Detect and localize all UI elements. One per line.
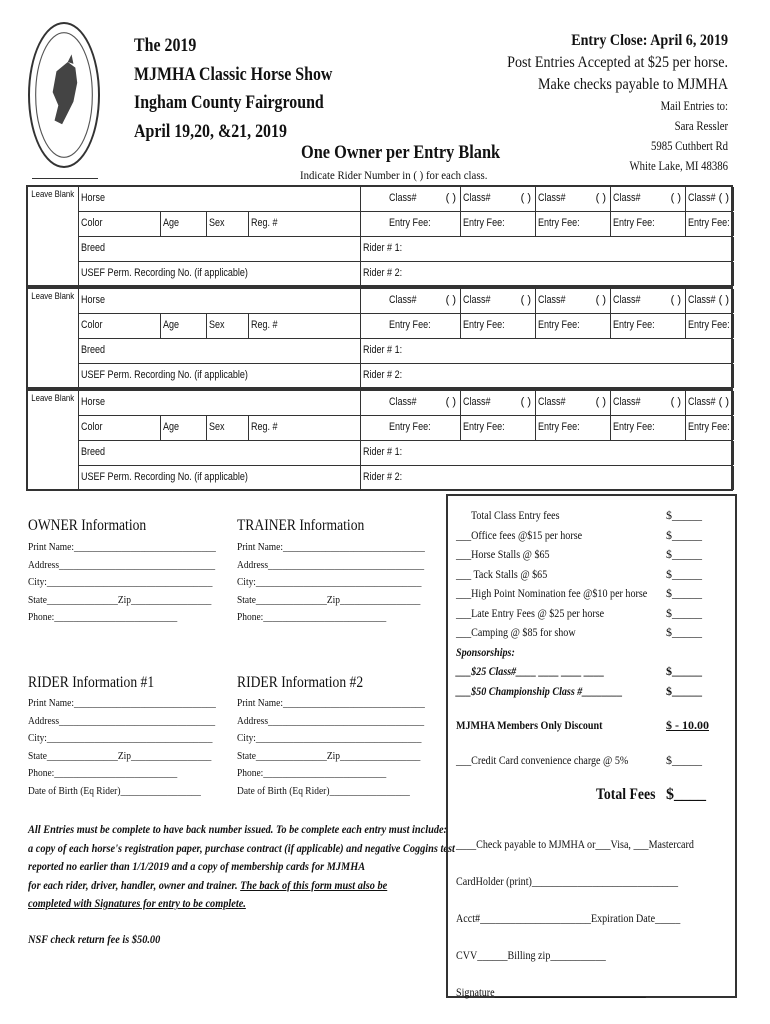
reg-field-label: Reg. # [251, 319, 278, 331]
sex-field-label: Sex [209, 217, 225, 229]
class-label: Class# [538, 294, 566, 306]
back-form-note: The back of this form must also be [240, 877, 388, 892]
signature-note: completed with Signatures for entry to be complete. [28, 896, 246, 910]
class-field[interactable] [686, 289, 734, 313]
rider2-fields[interactable] [237, 695, 425, 800]
rider2-heading: RIDER Information #2 [237, 674, 364, 691]
rider1-line[interactable]: Print Name:______________________________ [28, 697, 216, 709]
amount-field[interactable]: $_____ [666, 586, 702, 600]
age-field-label: Age [163, 217, 180, 229]
class-field[interactable] [611, 187, 686, 211]
leave-blank: Leave Blank [31, 291, 75, 302]
fee-item[interactable]: ___High Point Nomination fee @$10 per horse [456, 586, 648, 600]
horse-field[interactable] [79, 391, 361, 415]
note-line: All Entries must be complete to have back number issued. To be complete each entry must include: [28, 822, 448, 836]
trainer-line[interactable]: City:___________________________________ [237, 576, 422, 588]
age-field-label: Age [163, 421, 180, 433]
class-field[interactable] [686, 187, 734, 211]
title-line: April 19,20, &21, 2019 [134, 121, 287, 142]
rider2-field[interactable] [361, 466, 734, 490]
horse-row [78, 289, 733, 314]
class-label: Class# [688, 192, 716, 204]
entry-fee-field-label: Entry Fee: [389, 217, 431, 229]
rider2-line[interactable]: Date of Birth (Eq Rider)_________________ [237, 784, 410, 797]
credit-card-charge[interactable]: ___Credit Card convenience charge @ 5% [456, 752, 629, 767]
color-field[interactable] [79, 416, 161, 440]
class-field[interactable] [536, 391, 611, 415]
fee-item[interactable]: ___Horse Stalls @ $65 [456, 547, 550, 561]
color-field-label: Color [81, 319, 103, 331]
rider-number-paren: ( ) [718, 192, 729, 204]
entry-fee-field-label: Entry Fee: [463, 421, 505, 433]
class-field[interactable] [461, 391, 536, 415]
class-field[interactable] [611, 289, 686, 313]
class-field[interactable] [387, 289, 461, 313]
entry-fee-field-label: Entry Fee: [538, 421, 580, 433]
rider2-field-label: Rider # 2: [363, 471, 403, 483]
class-label: Class# [463, 294, 491, 306]
class-field[interactable] [387, 187, 461, 211]
entry-info [477, 30, 728, 176]
entry-fee-field-label: Entry Fee: [613, 217, 655, 229]
horse-field-label: Horse [81, 294, 106, 306]
usef-row [78, 261, 733, 286]
rider1-field[interactable] [361, 237, 734, 261]
form-subtitle: One Owner per Entry Blank [301, 142, 501, 163]
class-field[interactable] [461, 187, 536, 211]
rider1-line[interactable]: City:___________________________________ [28, 732, 213, 744]
entry-fee-field[interactable] [611, 212, 686, 236]
rider-number-paren: ( ) [595, 396, 606, 408]
color-row [78, 211, 733, 236]
class-field[interactable] [536, 187, 611, 211]
amount-field[interactable]: $_____ [666, 752, 702, 767]
entry-requirements [28, 820, 455, 913]
rider2-field[interactable] [361, 364, 734, 388]
entry-fee-field-label: Entry Fee: [613, 421, 655, 433]
class-label: Class# [688, 294, 716, 306]
breed-field[interactable] [79, 339, 361, 363]
owner-line[interactable]: State_______________Zip_________________ [28, 593, 212, 606]
entry-fee-field[interactable] [536, 416, 611, 440]
age-field[interactable] [161, 416, 207, 440]
entry-fee-field-label: Entry Fee: [538, 319, 580, 331]
sex-field-label: Sex [209, 319, 225, 331]
leave-blank: Leave Blank [31, 189, 75, 200]
usef-field[interactable] [79, 466, 361, 490]
amount-field[interactable]: $_____ [666, 508, 702, 522]
note-line [28, 876, 455, 895]
reg-field-label: Reg. # [251, 421, 278, 433]
payment-fields [456, 826, 694, 1011]
sponsor-50-field[interactable]: ___$50 Championship Class #________ [456, 683, 623, 698]
fee-item[interactable]: ___ Tack Stalls @ $65 [456, 566, 548, 581]
account-field[interactable]: Acct#______________________Expiration Date_____ [456, 911, 681, 925]
class-label: Class# [463, 396, 491, 408]
class-label: Class# [389, 396, 417, 408]
sex-field-label: Sex [209, 421, 225, 433]
reg-field[interactable] [249, 314, 361, 338]
usef-row [78, 363, 733, 388]
trainer-line[interactable]: Address_________________________________ [237, 558, 425, 571]
rider-number-paren: ( ) [718, 294, 729, 306]
mail-line: White Lake, MI 48386 [629, 159, 728, 173]
owner-line[interactable]: Print Name:______________________________ [28, 541, 216, 553]
rider1-line[interactable]: Date of Birth (Eq Rider)_________________ [28, 784, 201, 797]
rider-number-paren: ( ) [445, 294, 456, 306]
rider1-field-label: Rider # 1: [363, 242, 403, 254]
entry-fee-field[interactable] [461, 212, 536, 236]
rider2-line[interactable]: Phone:__________________________ [237, 767, 387, 779]
rider1-field[interactable] [361, 339, 734, 363]
class-label: Class# [613, 192, 641, 204]
rider-number-paren: ( ) [520, 294, 531, 306]
amount-field[interactable]: $_____ [666, 664, 702, 678]
reg-field[interactable] [249, 416, 361, 440]
age-field[interactable] [161, 212, 207, 236]
breed-field[interactable] [79, 441, 361, 465]
owner-line[interactable]: Address_________________________________ [28, 558, 216, 571]
rider2-line[interactable]: Print Name:______________________________ [237, 697, 425, 709]
rider1-line[interactable]: Phone:__________________________ [28, 767, 178, 779]
color-field-label: Color [81, 421, 103, 433]
note-line: a copy of each horse's registration paper, purchase contract (if applicable) and negative Coggins test [28, 840, 455, 855]
breed-row [78, 236, 733, 261]
class-field[interactable] [461, 289, 536, 313]
entry-fee-field[interactable] [686, 416, 734, 440]
total-fees-label: Total Fees [596, 786, 656, 803]
cardholder-field[interactable]: CardHolder (print)_____________________________ [456, 874, 679, 888]
rider-number-paren: ( ) [445, 192, 456, 204]
horse-field[interactable] [79, 187, 361, 211]
color-field[interactable] [79, 314, 161, 338]
breed-row [78, 440, 733, 465]
rider1-field-label: Rider # 1: [363, 446, 403, 458]
amount-field[interactable]: $_____ [666, 605, 702, 620]
entry-fee-field-label: Entry Fee: [389, 319, 431, 331]
age-field[interactable] [161, 314, 207, 338]
rider2-line[interactable]: State_______________Zip_________________ [237, 749, 421, 762]
entry-fee-field[interactable] [387, 314, 461, 338]
entry-fee-field[interactable] [387, 416, 461, 440]
breed-row [78, 338, 733, 363]
usef-field[interactable] [79, 364, 361, 388]
class-field[interactable] [536, 289, 611, 313]
sponsorships-label: Sponsorships: [456, 644, 515, 659]
breed-field-label: Breed [81, 446, 106, 458]
title-line: Ingham County Fairground [134, 93, 324, 113]
class-label: Class# [463, 192, 491, 204]
total-fees-amount[interactable]: $____ [666, 786, 706, 803]
note-line: reported no earlier than 1/1/2019 and a copy of membership cards for MJMHA [28, 859, 366, 873]
entry-fee-field-label: Entry Fee: [688, 217, 730, 229]
logo-underline [32, 178, 98, 179]
note-text: for each rider, driver, handler, owner and trainer. [28, 877, 241, 892]
class-label: Class# [389, 192, 417, 204]
usef-field[interactable] [79, 262, 361, 286]
class-label: Class# [688, 396, 716, 408]
amount-field[interactable]: $_____ [666, 547, 702, 561]
trainer-line[interactable]: Phone:__________________________ [237, 611, 387, 623]
class-field[interactable] [611, 391, 686, 415]
breed-field[interactable] [79, 237, 361, 261]
entry-fee-field[interactable] [611, 416, 686, 440]
entry-fee-field-label: Entry Fee: [389, 421, 431, 433]
age-field-label: Age [163, 319, 180, 331]
rider1-fields[interactable] [28, 695, 216, 800]
fee-item[interactable]: ___Office fees @$15 per horse [456, 527, 583, 542]
fee-item[interactable]: ___Camping @ $85 for show [456, 625, 576, 639]
discount-amount: $ - 10.00 [666, 718, 709, 732]
nsf-fee-note: NSF check return fee is $50.00 [28, 932, 161, 946]
owner-line[interactable]: Phone:__________________________ [28, 611, 178, 623]
rider2-field-label: Rider # 2: [363, 267, 403, 279]
show-title [134, 32, 332, 146]
fee-amounts [666, 506, 709, 770]
color-row [78, 313, 733, 338]
rider1-field[interactable] [361, 441, 734, 465]
rider1-heading: RIDER Information #1 [28, 674, 155, 691]
entry-fee-field[interactable] [536, 212, 611, 236]
owner-fields[interactable] [28, 539, 216, 627]
trainer-line[interactable]: Print Name:______________________________ [237, 541, 425, 553]
entry-close: Entry Close: April 6, 2019 [571, 32, 728, 49]
reg-field[interactable] [249, 212, 361, 236]
owner-line[interactable]: City:___________________________________ [28, 576, 213, 588]
fee-item[interactable]: ___Late Entry Fees @ $25 per horse [456, 605, 605, 620]
color-row [78, 415, 733, 440]
entry-fee-field[interactable] [611, 314, 686, 338]
cvv-field[interactable]: CVV______Billing zip___________ [456, 948, 606, 962]
title-line: MJMHA Classic Horse Show [134, 64, 333, 85]
horse-entry-block [26, 185, 733, 287]
amount-field[interactable]: $_____ [666, 566, 702, 581]
rider-number-paren: ( ) [670, 294, 681, 306]
trainer-line[interactable]: State_______________Zip_________________ [237, 593, 421, 606]
rider2-field[interactable] [361, 262, 734, 286]
mail-line: 5985 Cuthbert Rd [650, 139, 728, 153]
sex-field[interactable] [207, 416, 249, 440]
class-label: Class# [613, 396, 641, 408]
rider-number-instruction: Indicate Rider Number in ( ) for each class. [300, 168, 488, 182]
usef-field-label: USEF Perm. Recording No. (if applicable) [81, 267, 248, 279]
mjmha-logo [28, 22, 100, 168]
usef-field-label: USEF Perm. Recording No. (if applicable) [81, 471, 248, 483]
entry-fee-field-label: Entry Fee: [613, 319, 655, 331]
horse-entry-block [26, 389, 733, 491]
entry-fee-field[interactable] [387, 212, 461, 236]
usef-row [78, 465, 733, 490]
rider-number-paren: ( ) [718, 396, 729, 408]
reg-field-label: Reg. # [251, 217, 278, 229]
rider2-line[interactable]: City:___________________________________ [237, 732, 422, 744]
class-label: Class# [389, 294, 417, 306]
fees-box [446, 494, 737, 998]
leave-blank: Leave Blank [31, 393, 75, 404]
color-field[interactable] [79, 212, 161, 236]
trainer-heading: TRAINER Information [237, 517, 365, 534]
rider-number-paren: ( ) [670, 192, 681, 204]
amount-field[interactable]: $_____ [666, 683, 702, 698]
class-field[interactable] [686, 391, 734, 415]
signature-field[interactable]: Signature______________________________ [456, 985, 646, 999]
horse-row [78, 391, 733, 416]
usef-field-label: USEF Perm. Recording No. (if applicable) [81, 369, 248, 381]
payment-method[interactable]: ____Check payable to MJMHA or___Visa, ___Mastercard [456, 837, 694, 851]
rider-number-paren: ( ) [595, 192, 606, 204]
rider2-field-label: Rider # 2: [363, 369, 403, 381]
mail-line: Mail Entries to: [660, 99, 728, 113]
owner-heading: OWNER Information [28, 517, 147, 534]
sex-field[interactable] [207, 212, 249, 236]
mail-line: Sara Ressler [674, 119, 728, 133]
title-line: The 2019 [134, 36, 197, 56]
fee-item: Total Class Entry fees [456, 508, 560, 522]
rider1-line[interactable]: Address_________________________________ [28, 714, 216, 727]
rider2-line[interactable]: Address_________________________________ [237, 714, 425, 727]
entry-fee-field-label: Entry Fee: [463, 217, 505, 229]
post-entries: Post Entries Accepted at $25 per horse. [507, 54, 728, 71]
entry-fee-field-label: Entry Fee: [538, 217, 580, 229]
horse-field-label: Horse [81, 396, 106, 408]
entry-fee-field[interactable] [686, 212, 734, 236]
horse-row [78, 187, 733, 212]
breed-field-label: Breed [81, 344, 106, 356]
fee-items [456, 506, 647, 770]
entry-fee-field[interactable] [461, 314, 536, 338]
color-field-label: Color [81, 217, 103, 229]
class-label: Class# [613, 294, 641, 306]
class-field[interactable] [387, 391, 461, 415]
rider-number-paren: ( ) [520, 192, 531, 204]
rider-number-paren: ( ) [445, 396, 456, 408]
rider-number-paren: ( ) [670, 396, 681, 408]
rider1-line[interactable]: State_______________Zip_________________ [28, 749, 212, 762]
rider-number-paren: ( ) [595, 294, 606, 306]
entry-fee-field-label: Entry Fee: [688, 421, 730, 433]
members-discount-label: MJMHA Members Only Discount [456, 718, 603, 732]
entry-fee-field-label: Entry Fee: [463, 319, 505, 331]
breed-field-label: Breed [81, 242, 106, 254]
trainer-fields[interactable] [237, 539, 425, 627]
amount-field[interactable]: $_____ [666, 625, 702, 639]
checks-payable: Make checks payable to MJMHA [537, 76, 728, 93]
amount-field[interactable]: $_____ [666, 527, 702, 542]
sex-field[interactable] [207, 314, 249, 338]
entry-fee-field[interactable] [461, 416, 536, 440]
rider-number-paren: ( ) [520, 396, 531, 408]
entry-fee-field-label: Entry Fee: [688, 319, 730, 331]
entry-fee-field[interactable] [686, 314, 734, 338]
class-label: Class# [538, 396, 566, 408]
rider1-field-label: Rider # 1: [363, 344, 403, 356]
horse-field-label: Horse [81, 192, 106, 204]
horse-entry-block [26, 287, 733, 389]
horse-field[interactable] [79, 289, 361, 313]
entry-fee-field[interactable] [536, 314, 611, 338]
class-label: Class# [538, 192, 566, 204]
sponsor-25-field[interactable]: ___$25 Class#____ ____ ____ ____ [456, 664, 605, 678]
